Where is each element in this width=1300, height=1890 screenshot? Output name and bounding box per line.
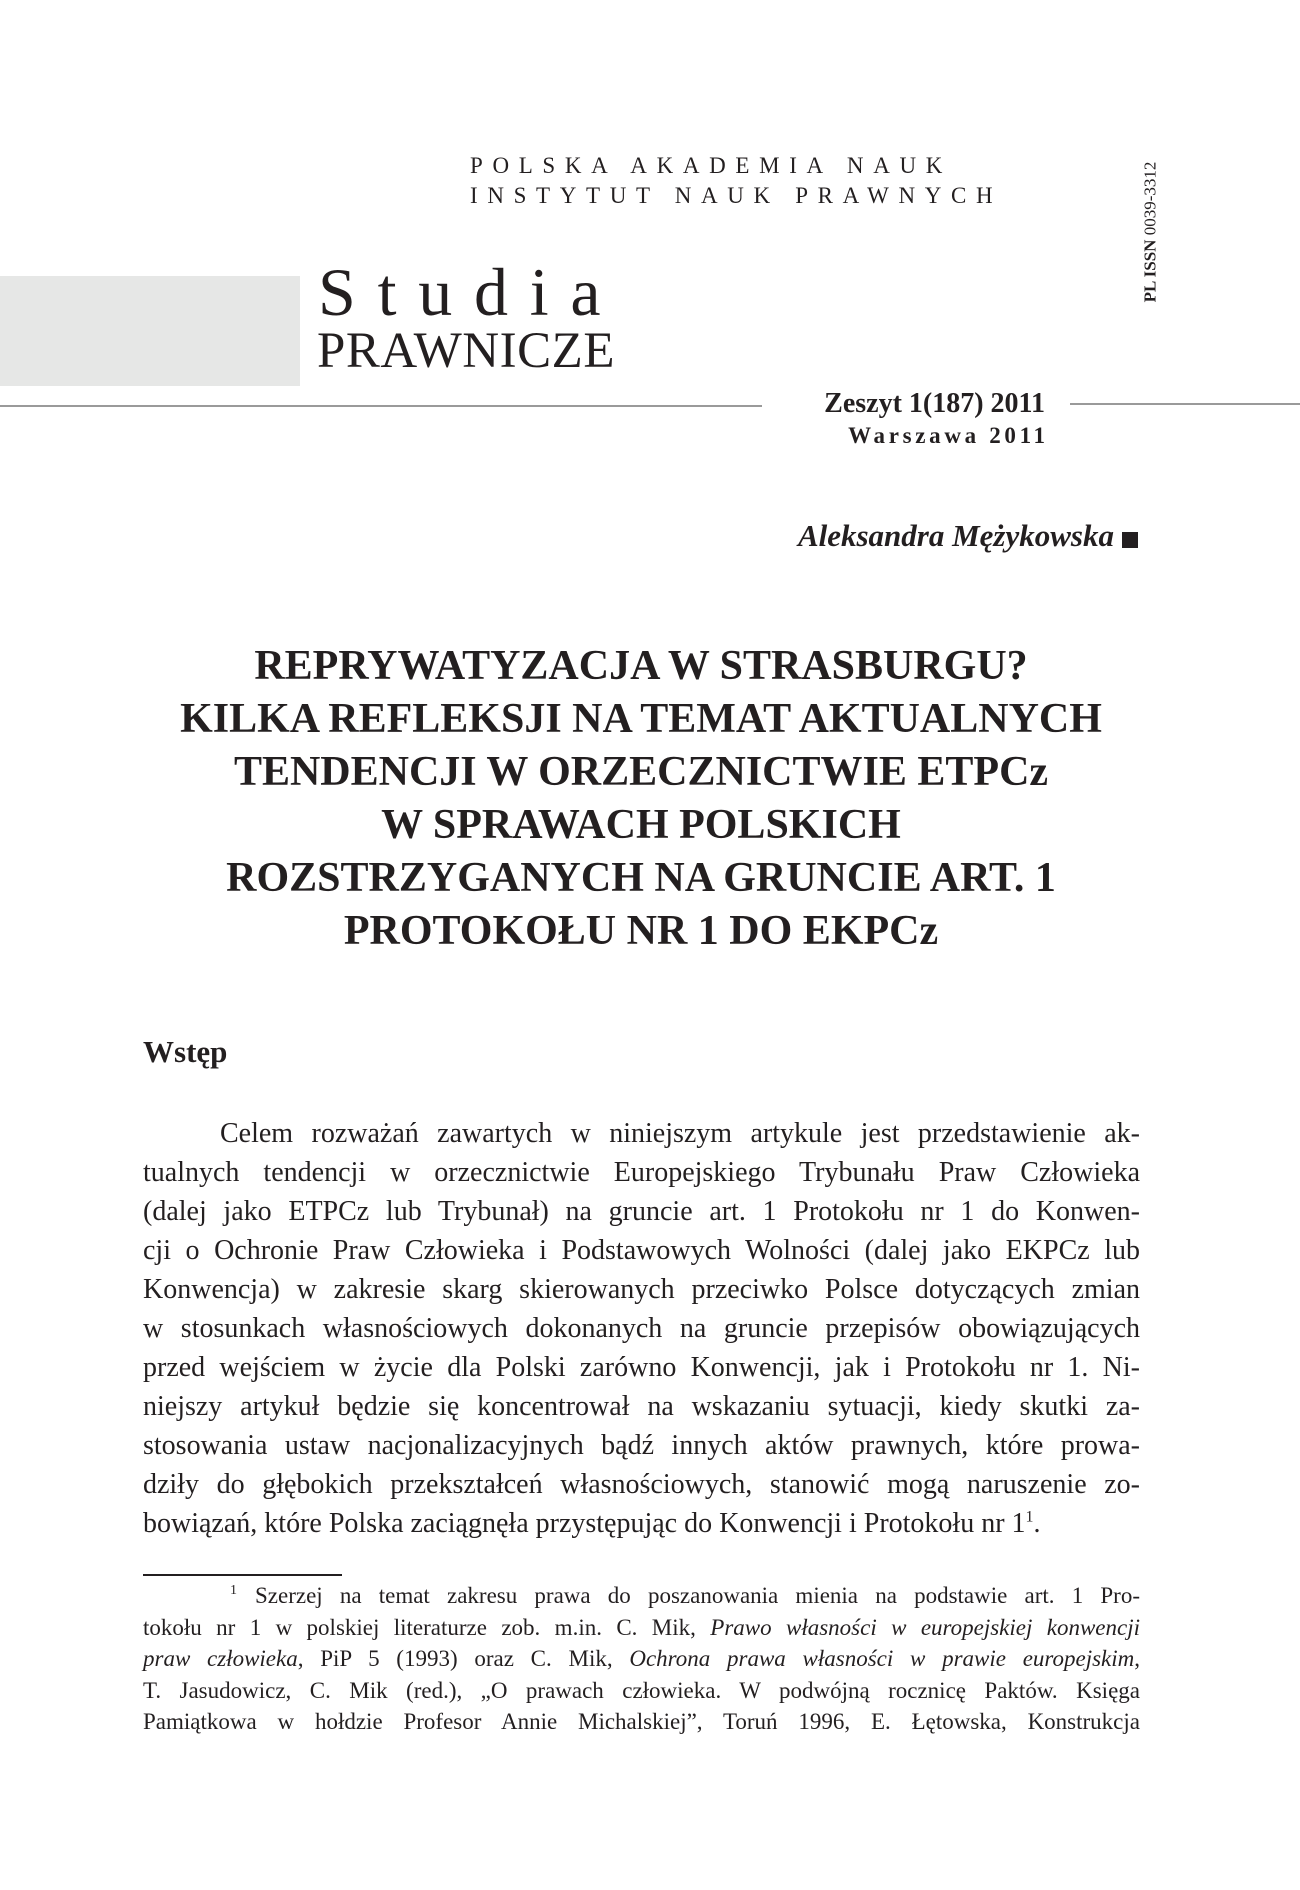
title-line: W SPRAWACH POLSKICH (381, 802, 901, 848)
issn (1142, 162, 1159, 303)
issue-city-year: Warszawa 2011 (848, 423, 1049, 448)
footnote-cited-title: Prawo własności w europejskiej konwencji (710, 1614, 1140, 1640)
header-rule-left (0, 405, 762, 407)
body-line: niejszy artykuł będzie się koncentrował na wskazaniu sytuacji, kiedy skutki za- (143, 1391, 1140, 1422)
body-line: stosowania ustaw nacjonalizacyjnych bądź innych aktów prawnych, które prowa- (143, 1430, 1140, 1461)
body-line: dziły do głębokich przekształceń własnościowych, stanowić mogą naruszenie zo- (143, 1469, 1140, 1500)
section-heading: Wstęp (143, 1034, 228, 1069)
body-line-punct: . (1033, 1508, 1041, 1539)
footnote-reference[interactable]: 1 (1025, 1508, 1034, 1526)
author-square-icon (1122, 532, 1138, 548)
title-line: KILKA REFLEKSJI NA TEMAT AKTUALNYCH (180, 696, 1102, 742)
footnote-text: , PiP 5 (1993) oraz C. Mik, (297, 1646, 630, 1671)
institute-name: INSTYTUT NAUK PRAWNYCH (470, 183, 1003, 208)
footnote-number: 1 (230, 1583, 237, 1599)
footnote-text: tokołu nr 1 w polskiej literaturze zob. m.in. C. Mik, (143, 1614, 711, 1640)
body-paragraph (143, 1114, 1140, 1543)
decorative-grey-block (0, 276, 300, 386)
body-line-text: bowiązań, które Polska zaciągnęła przystępując do Konwencji i Protokołu nr 1 (143, 1508, 1026, 1539)
author-name: Aleksandra Mężykowska (797, 518, 1114, 553)
footnote-cited-title: praw człowieka (143, 1646, 298, 1671)
body-line: tualnych tendencji w orzecznictwie Europejskiego Trybunału Praw Człowieka (143, 1157, 1140, 1188)
footnote-text: , (1134, 1646, 1141, 1671)
footnote-rule (143, 1574, 342, 1576)
footnote-cited-title: Ochrona prawa własności w prawie europejskim (629, 1646, 1135, 1671)
body-line: w stosunkach własnościowych dokonanych na gruncie przepisów obowiązujących (143, 1313, 1140, 1344)
footnote-line (143, 1580, 1140, 1612)
issn-number: 0039-3312 (1140, 161, 1160, 236)
article-title (140, 640, 1142, 958)
footnote-line: T. Jasudowicz, C. Mik (red.), „O prawach człowieka. W podwójną rocznicę Paktów. Księga (143, 1677, 1140, 1703)
body-line: Celem rozważań zawartych w niniejszym artykule jest przedstawienie ak- (220, 1118, 1140, 1149)
footnote-text: Szerzej na temat zakresu prawa do poszanowania mienia na podstawie art. 1 Pro- (255, 1583, 1140, 1608)
issue-number: Zeszyt 1(187) 2011 (824, 388, 1045, 419)
title-line: REPRYWATYZACJA W STRASBURGU? (254, 643, 1028, 689)
journal-title-prawnicze: PRAWNICZE (317, 323, 615, 379)
footnote-line: Pamiątkowa w hołdzie Profesor Annie Michalskiej”, Toruń 1996, E. Łętowska, Konstrukcja (143, 1709, 1140, 1734)
title-line: PROTOKOŁU NR 1 DO EKPCz (343, 908, 939, 954)
footnote-line (143, 1612, 1140, 1644)
footnote (143, 1580, 1140, 1738)
title-line: TENDENCJI W ORZECZNICTWIE ETPCz (233, 749, 1049, 795)
body-line-last (143, 1504, 1140, 1543)
issn-label: PL ISSN (1140, 239, 1160, 303)
body-line: przed wejściem w życie dla Polski zarówno Konwencji, jak i Protokołu nr 1. Ni- (143, 1352, 1140, 1383)
title-line: ROZSTRZYGANYCH NA GRUNCIE ART. 1 (226, 855, 1056, 901)
institution-name: POLSKA AKADEMIA NAUK (470, 153, 953, 178)
journal-title-studia: Studia (318, 254, 623, 330)
header-rule-right (1070, 403, 1300, 405)
footnote-line (143, 1643, 1140, 1675)
body-line: cji o Ochronie Praw Człowieka i Podstawowych Wolności (dalej jako EKPCz lub (143, 1235, 1140, 1266)
body-line: Konwencja) w zakresie skarg skierowanych przeciwko Polsce dotyczących zmian (143, 1274, 1140, 1305)
body-line: (dalej jako ETPCz lub Trybunał) na gruncie art. 1 Protokołu nr 1 do Konwen- (143, 1196, 1140, 1227)
